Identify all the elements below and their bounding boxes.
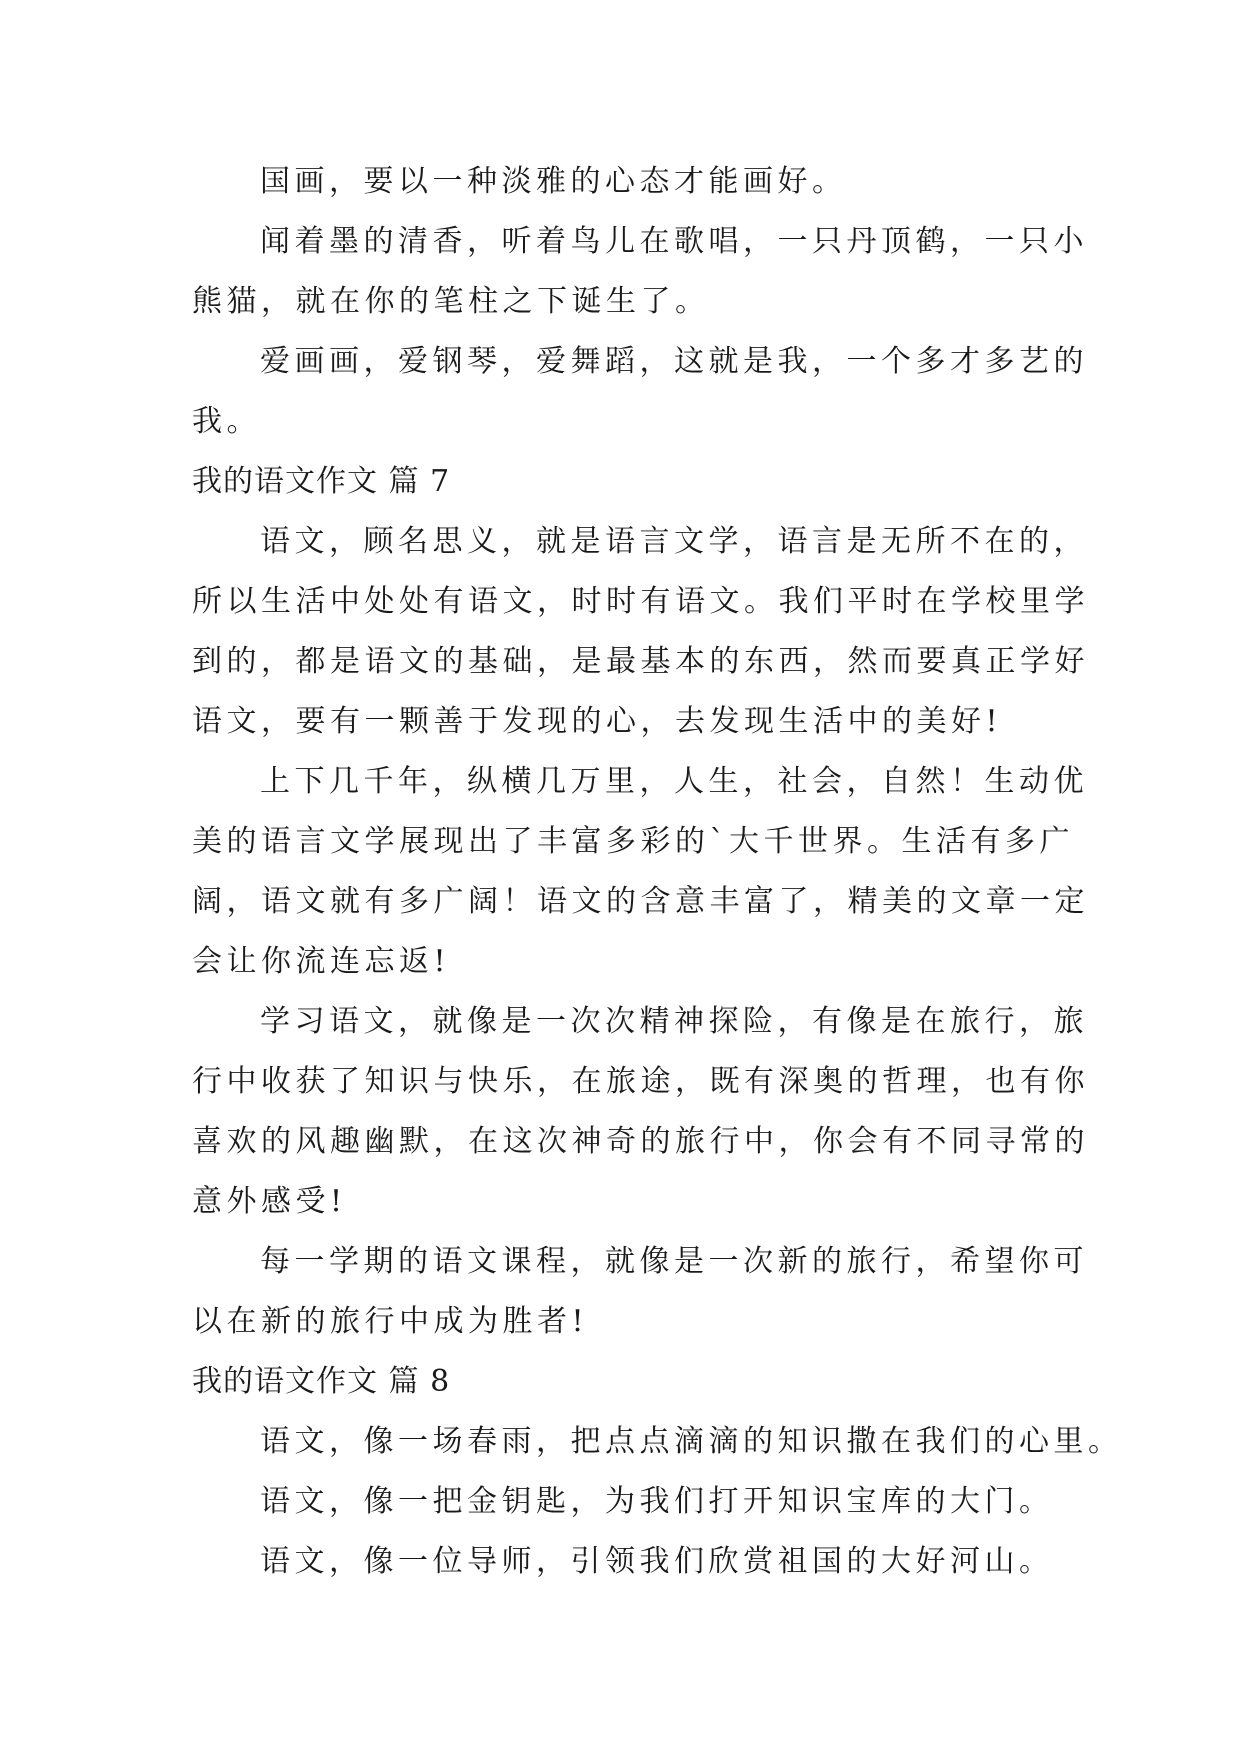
paragraph-line: 学习语文，就像是一次次精神探险，有像是在旅行，旅 bbox=[260, 1004, 1088, 1039]
section-heading: 我的语文作文 篇 7 bbox=[192, 464, 451, 499]
paragraph-line: 语文，像一位导师，引领我们欣赏祖国的大好河山。 bbox=[260, 1544, 1054, 1579]
paragraph-line: 我。 bbox=[192, 404, 261, 439]
paragraph-line: 熊猫，就在你的笔柱之下诞生了。 bbox=[192, 284, 710, 319]
paragraph-line: 到的，都是语文的基础，是最基本的东西，然而要真正学好 bbox=[192, 644, 1089, 679]
paragraph-line: 以在新的旅行中成为胜者! bbox=[192, 1304, 589, 1339]
paragraph-line: 行中收获了知识与快乐，在旅途，既有深奥的哲理，也有你 bbox=[192, 1064, 1089, 1099]
paragraph-line: 语文，要有一颗善于发现的心，去发现生活中的美好! bbox=[192, 704, 1003, 739]
paragraph-line: 国画，要以一种淡雅的心态才能画好。 bbox=[260, 164, 847, 199]
paragraph-line: 所以生活中处处有语文，时时有语文。我们平时在学校里学 bbox=[192, 584, 1089, 619]
paragraph-line: 上下几千年，纵横几万里，人生，社会，自然！生动优 bbox=[260, 764, 1088, 799]
section-heading: 我的语文作文 篇 8 bbox=[192, 1364, 451, 1399]
paragraph-line: 爱画画，爱钢琴，爱舞蹈，这就是我，一个多才多艺的 bbox=[260, 344, 1088, 379]
paragraph-line: 喜欢的风趣幽默，在这次神奇的旅行中，你会有不同寻常的 bbox=[192, 1124, 1089, 1159]
paragraph-line: 阔，语文就有多广阔！语文的含意丰富了，精美的文章一定 bbox=[192, 884, 1089, 919]
paragraph-line: 意外感受! bbox=[192, 1184, 347, 1219]
paragraph-line: 闻着墨的清香，听着鸟儿在歌唱，一只丹顶鹤，一只小 bbox=[260, 224, 1088, 259]
paragraph-line: 语文，像一场春雨，把点点滴滴的知识撒在我们的心里。 bbox=[260, 1424, 1123, 1459]
paragraph-line: 每一学期的语文课程，就像是一次新的旅行，希望你可 bbox=[260, 1244, 1088, 1279]
document-page bbox=[192, 152, 1123, 1592]
paragraph-line: 美的语言文学展现出了丰富多彩的`大千世界。生活有多广 bbox=[192, 824, 1074, 859]
paragraph-line: 语文，像一把金钥匙，为我们打开知识宝库的大门。 bbox=[260, 1484, 1054, 1519]
paragraph-line: 会让你流连忘返! bbox=[192, 944, 451, 979]
paragraph-line: 语文，顾名思义，就是语言文学，语言是无所不在的， bbox=[260, 524, 1088, 559]
